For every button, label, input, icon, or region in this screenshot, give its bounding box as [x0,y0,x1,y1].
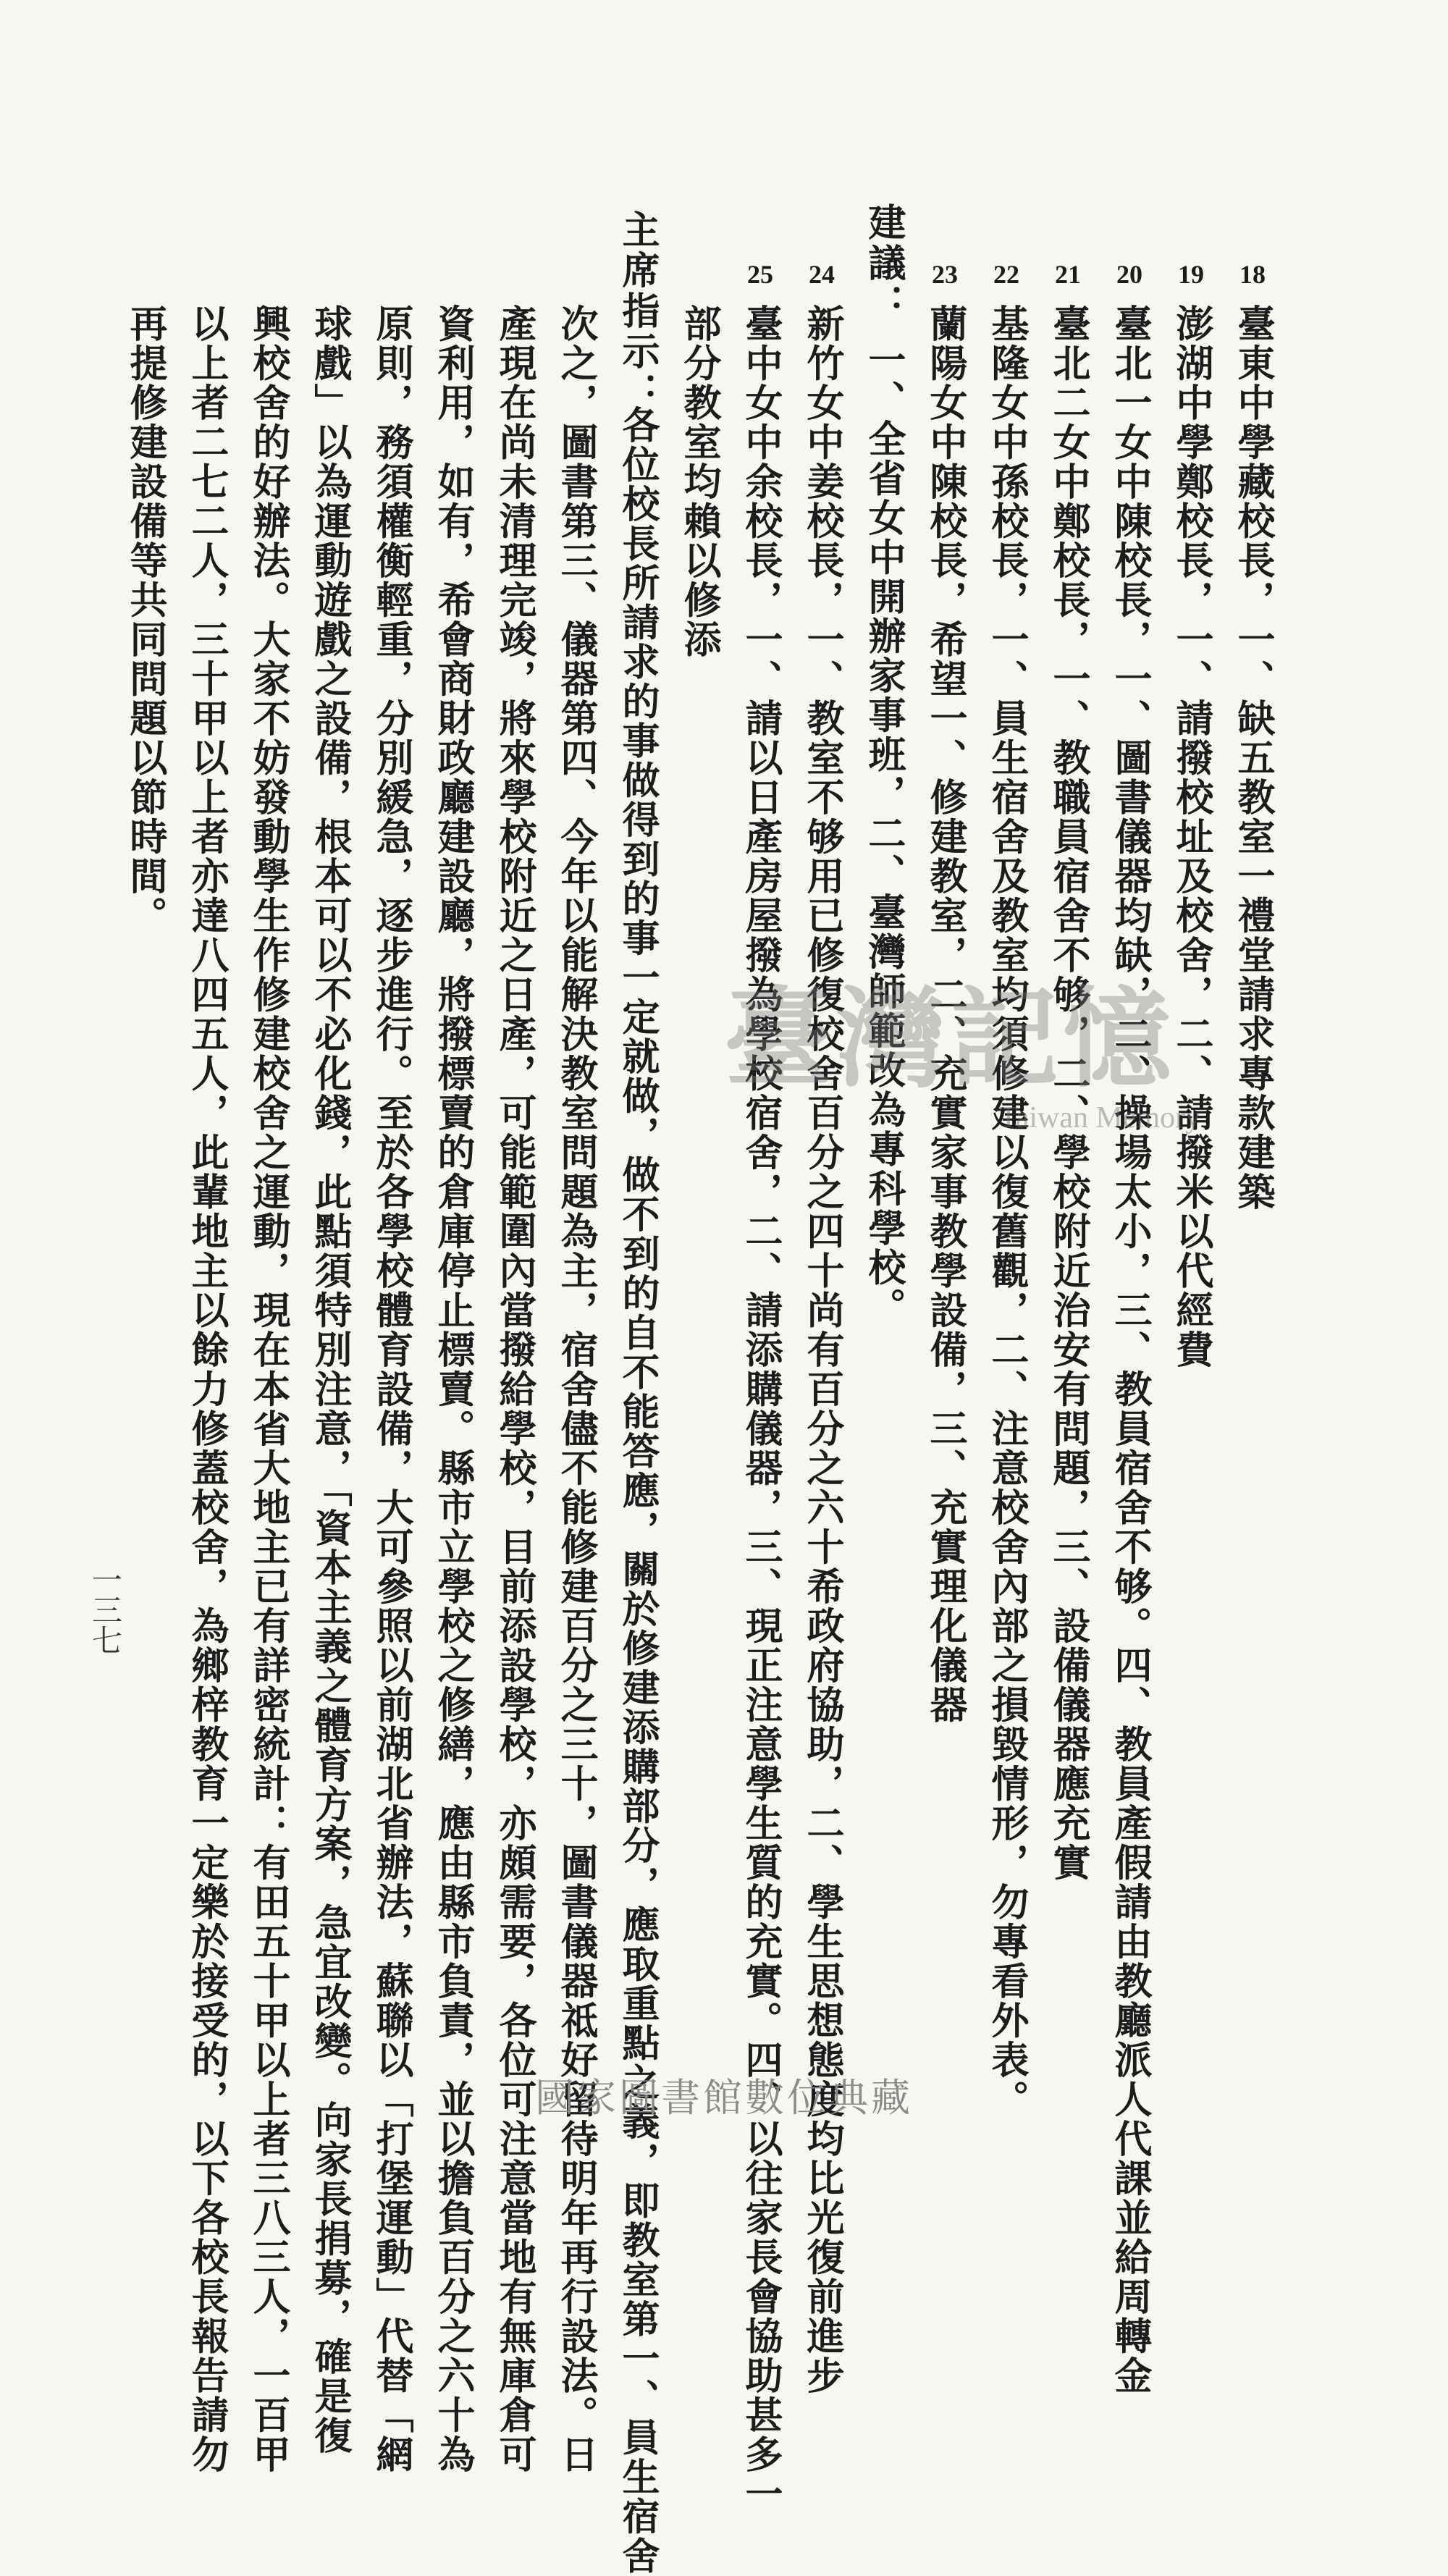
entry-number-22: 22 [993,260,1019,289]
chair-line-1: 各位校長所請求的事做得到的事一定就做，做不到的自不能答應，關於修建添購部分，應取重點之義，即教室第一、員生宿舍 [615,405,660,2576]
chair-line-8: 以上者二七二人，三十甲以上者亦達八四五人，此輩地主以餘力修蓋校舍，為鄉梓教育一定樂於接受的，以下各校長報告請勿 [185,304,229,2475]
entry-number-19: 19 [1178,260,1204,289]
entry-20-text: 臺北一女中陳校長，一、圖書儀器均缺，二、操場太小，三、教員宿舍不够。四、教員產假請由教廳派人代課並給周轉金 [1108,304,1152,2396]
entry-18-text: 臺東中學藏校長，一、缺五教室一禮堂請求專款建築 [1231,304,1275,1212]
chair-line-4: 資利用，如有，希會商財政廳建設廳，將撥標賣的倉庫停止標賣。縣市立學校之修繕，應由縣市負責，並以擔負百分之六十為 [431,304,475,2475]
watermark-logo [724,977,1202,1151]
chair-line-3: 產現在尚未清理完竣，將來學校附近之日產，可能範圍內當撥給學校，目前添設學校，亦頗需要，各位可注意當地有無庫倉可 [492,304,536,2475]
entry-number-20: 20 [1116,260,1142,289]
entry-number-18: 18 [1239,260,1266,289]
entry-number-24: 24 [809,260,835,289]
entry-number-25: 25 [747,260,773,289]
page-number: 一三七 [88,1564,123,1655]
watermark-chinese: 臺灣記憶 [724,975,1176,1103]
entry-number-23: 23 [932,260,958,289]
watermark-english: Taiwan Memory [999,1101,1201,1135]
chair-line-6: 球戲」以為運動遊戲之設備，根本可以不必化錢，此點須特別注意，「資本主義之體育方案，急宜改變。向家長捐募，確是復 [308,304,352,2456]
entry-22-text: 基隆女中孫校長，一、員生宿舍及教室均須修建以復舊觀，二、注意校舍內部之損毀情形，勿專看外表。 [985,304,1029,2119]
chair-line-5: 原則，務須權衡輕重，分別緩急，逐步進行。至於各學校體育設備，大可參照以前湖北省辦法，蘇聯以「打堡運動」代替「網 [369,304,413,2475]
suggestion-label: 建議： [862,203,906,324]
entry-number-21: 21 [1055,260,1081,289]
suggestion-text: 一、全省女中開辦家事班，二、臺灣師範改為專科學校。 [862,340,906,1327]
entry-25-continuation: 部分教室均賴以修添 [677,304,721,660]
chair-line-7: 興校舍的好辦法。大家不妨發動學生作修建校舍之運動，現在本省大地主已有詳密統計：有田五十甲以上者三八三人，一百甲 [246,304,290,2475]
entry-21-text: 臺北二女中鄭校長，一、教職員宿舍不够，二、學校附近治安有問題，三、設備儀器應充實 [1046,304,1090,1882]
entry-25-text: 臺中女中余校長，一、請以日產房屋撥為學校宿舍，二、請添購儀器，三、現正注意學生質的充實。四、以往家長會協助甚多一 [738,304,783,2514]
chair-line-2: 次之，圖書第三、儀器第四、今年以能解決教室問題為主，宿舍儘不能修建百分之三十，圖書儀器祗好留待明年再行設法。日 [554,304,598,2475]
chair-label: 主席指示： [615,210,660,413]
entry-19-text: 澎湖中學鄭校長，一、請撥校址及校舍，二、請撥米以代經費 [1169,304,1213,1370]
entry-24-text: 新竹女中姜校長，一、教室不够用已修復校舍百分之四十尚有百分之六十希政府協助，二、學生思想態度均比光復前進步 [800,304,844,2396]
entry-23-text: 蘭陽女中陳校長，希望一、修建教室，二、充實家事教學設備，三、充實理化儀器 [923,304,967,1725]
chair-line-9: 再提修建設備等共同問題以節時間。 [123,304,167,935]
footer-archive-label: 國家圖書館數位典藏 [535,2075,913,2121]
